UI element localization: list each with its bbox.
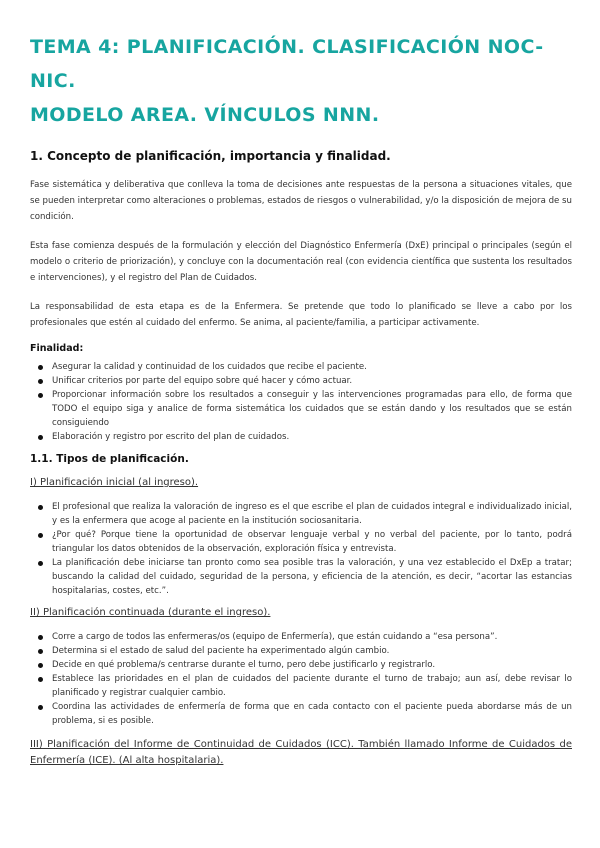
list-item: Asegurar la calidad y continuidad de los cuidados que recibe el paciente.	[30, 360, 572, 374]
list-item: Determina si el estado de salud del paciente ha experimentado algún cambio.	[30, 644, 572, 658]
list-item: ¿Por qué? Porque tiene la oportunidad de observar lenguaje verbal y no verbal del paciente, por lo tanto, podrá triangular los datos obtenidos de la observación, exploración física y entrevista.	[30, 528, 572, 556]
subsection-i-heading: I) Planificación inicial (al ingreso).	[30, 477, 199, 488]
document-page	[30, 30, 572, 769]
subsection-ii-heading: II) Planificación continuada (durante el ingreso).	[30, 607, 271, 618]
list-item: Decide en qué problema/s centrarse durante el turno, pero debe justificarlo y registrarlo.	[30, 658, 572, 672]
section-1-1-heading: 1.1. Tipos de planificación.	[30, 453, 189, 465]
section-1-heading: 1. Concepto de planificación, importancia y finalidad.	[30, 149, 391, 163]
subsection-ii-list	[30, 630, 572, 728]
list-item: Proporcionar información sobre los resultados a conseguir y las intervenciones programadas para ello, de forma que TODO el equipo siga y analice de forma sistemática los cuidados que se están dando y los resultados que se están consiguiendo	[30, 388, 572, 430]
list-item: Establece las prioridades en el plan de cuidados del paciente durante el turno de trabajo; aun así, debe revisar lo planificado y registrar cualquier cambio.	[30, 672, 572, 700]
title-line-2: MODELO AREA. VÍNCULOS NNN.	[30, 104, 380, 126]
subsection-i-list	[30, 500, 572, 598]
list-item: Coordina las actividades de enfermería de forma que en cada contacto con el paciente pueda abordarse más de un problema, si es posible.	[30, 700, 572, 728]
list-item: El profesional que realiza la valoración de ingreso es el que escribe el plan de cuidados integral e individualizado inicial, y es la enfermera que acoge al paciente en la institución sociosanitaria.	[30, 500, 572, 528]
list-item: Corre a cargo de todos las enfermeras/os (equipo de Enfermería), que están cuidando a “esa persona”.	[30, 630, 572, 644]
section-1-paragraph-3: La responsabilidad de esta etapa es de la Enfermera. Se pretende que todo lo planificado se lleve a cabo por los profesionales que estén al cuidado del enfermo. Se anima, al paciente/familia, a participar activamente.	[30, 302, 572, 328]
finalidad-list	[30, 360, 572, 444]
section-1-paragraph-2: Esta fase comienza después de la formulación y elección del Diagnóstico Enfermería (DxE) principal o principales (según el modelo o criterio de priorización), y concluye con la documentación real (con evidencia científica que sustenta los resultados e intervenciones), y el registro del Plan de Cuidados.	[30, 241, 572, 283]
section-1-paragraph-1: Fase sistemática y deliberativa que conlleva la toma de decisiones ante respuestas de la persona a situaciones vitales, que se pueden interpretar como alteraciones o problemas, estados de riesgos o vulnerabilidad, y/o la disposición de mejora de su condición.	[30, 180, 572, 222]
finalidad-label: Finalidad:	[30, 343, 84, 354]
list-item: La planificación debe iniciarse tan pronto como sea posible tras la valoración, y una vez establecido el DxEp a tratar; buscando la calidad del cuidado, seguridad de la persona, y eficiencia de la atención, es decir, “acortar las estancias hospitalarias, costes, etc.”.	[30, 556, 572, 598]
subsection-iii-heading: III) Planificación del Informe de Continuidad de Cuidados (ICC). También llamado Informe de Cuidados de Enfermería (ICE). (Al alta hospitalaria).	[30, 739, 572, 766]
list-item: Elaboración y registro por escrito del plan de cuidados.	[30, 430, 572, 444]
list-item: Unificar criterios por parte del equipo sobre qué hacer y cómo actuar.	[30, 374, 572, 388]
page-title	[30, 30, 572, 132]
title-line-1: TEMA 4: PLANIFICACIÓN. CLASIFICACIÓN NOC-NIC.	[30, 36, 544, 92]
